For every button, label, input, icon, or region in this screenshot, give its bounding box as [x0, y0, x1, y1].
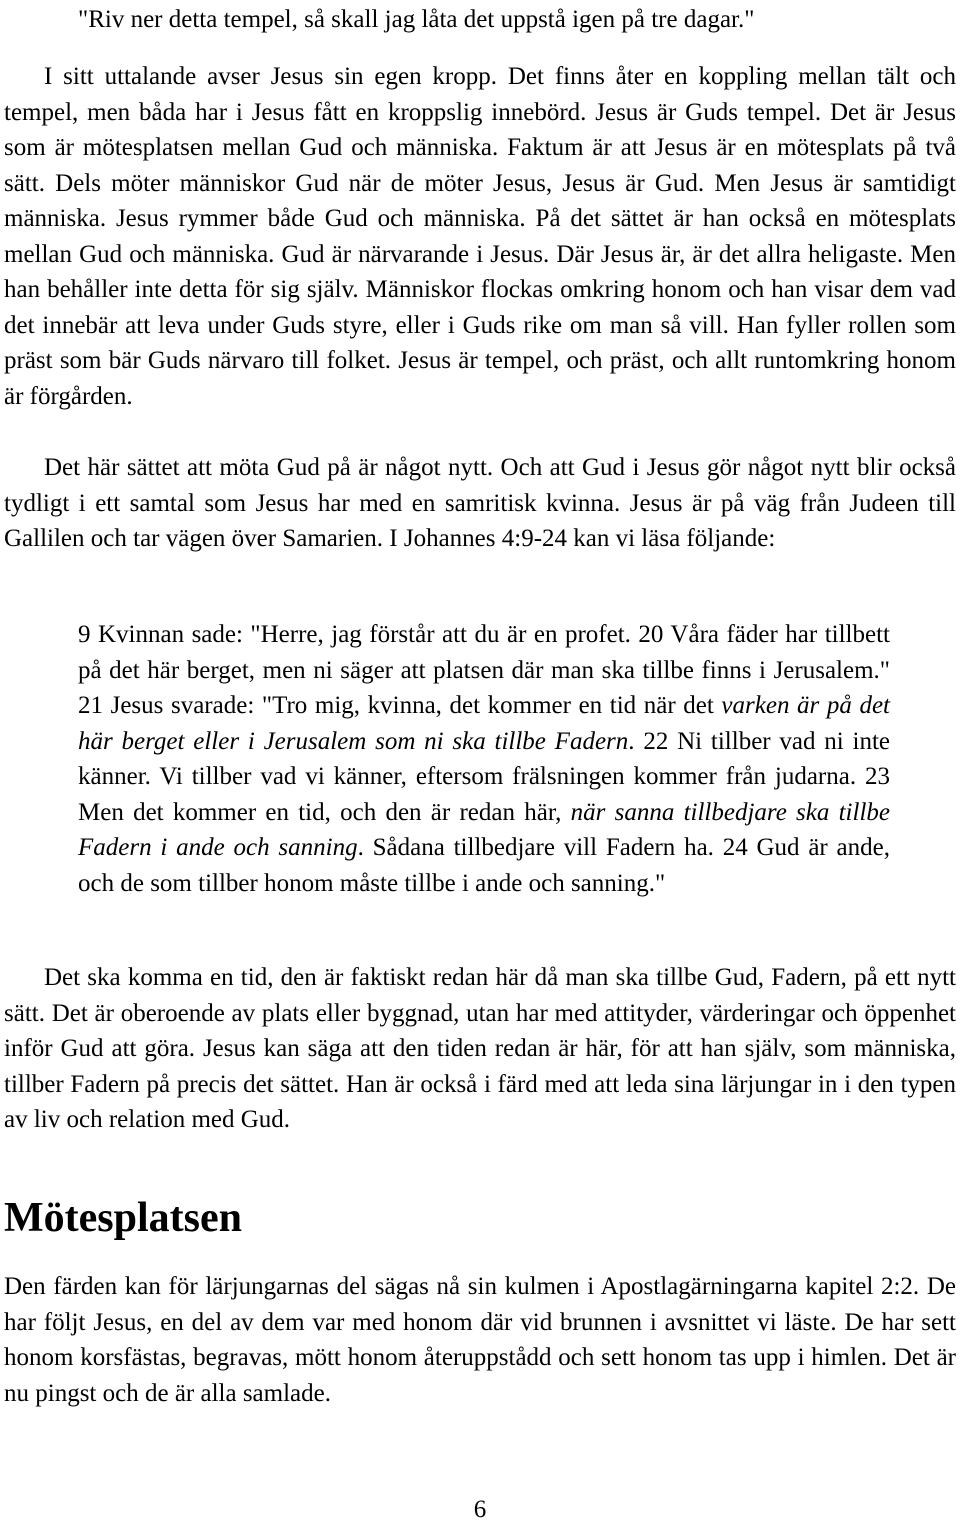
quote-italic-1: varken är på det här berget eller i Jerusalem som ni ska tillbe Fadern [78, 692, 891, 755]
opening-quote: "Riv ner detta tempel, så skall jag låta det uppstå igen på tre dagar." [78, 6, 755, 33]
bible-quote-block [78, 617, 890, 901]
quote-text-2: . 22 Ni tillber vad ni inte känner. Vi tillber vad vi känner, eftersom frälsningen kommer från judarna. 23 Men det kommer en tid, och den är redan här, [78, 727, 891, 826]
paragraph-1: I sitt uttalande avser Jesus sin egen kropp. Det finns åter en koppling mellan tält och tempel, men båda har i Jesus fått en kroppslig innebörd. Jesus är Guds tempel. Det är Jesus som är mötesplatsen mellan Gud och människa. Faktum är att Jesus är en mötesplats på två sätt. Dels möter människor Gud när de möter Jesus, Jesus är Gud. Men Jesus är samtidigt människa. Jesus rymmer både Gud och människa. På det sättet är han också en mötesplats mellan Gud och människa. Gud är närvarande i Jesus. Där Jesus är, är det allra heligaste. Men han behåller inte detta för sig själv. Människor flockas omkring honom och han visar dem vad det innebär att leva under Guds styre, eller i Guds rike om man så vill. Han fyller rollen som präst som bär Guds närvaro till folket. Jesus är tempel, och präst, och allt runtomkring honom är förgården. [4, 63, 956, 410]
paragraph-4: Den färden kan för lärjungarnas del sägas nå sin kulmen i Apostlagärningarna kapitel 2:2. De har följt Jesus, en del av dem var med honom där vid brunnen i avsnittet vi läste. De har sett honom korsfästas, begravas, mött honom återuppstådd och sett honom tas upp i himlen. Det är nu pingst och de är alla samlade. [4, 1273, 956, 1407]
quote-text-3: . Sådana tillbedjare vill Fadern ha. 24 Gud är ande, och de som tillber honom måste tillbe i ande och sanning." [78, 834, 890, 897]
page-number: 6 [473, 1496, 487, 1523]
quote-italic-2: när sanna tillbedjare ska tillbe Fadern i ande och sanning [78, 798, 890, 861]
paragraph-2: Det här sättet att möta Gud på är något nytt. Och att Gud i Jesus gör något nytt blir också tydligt i ett samtal som Jesus har med en samritisk kvinna. Jesus är på väg från Judeen till Gallilen och tar vägen över Samarien. I Johannes 4:9-24 kan vi läsa följande: [4, 454, 956, 552]
paragraph-3: Det ska komma en tid, den är faktiskt redan här då man ska tillbe Gud, Fadern, på ett nytt sätt. Det är oberoende av plats eller byggnad, utan har med attityder, värderingar och öppenhet inför Gud att göra. Jesus kan säga att den tiden redan är här, för att han själv, som människa, tillber Fadern på precis det sättet. Han är också i färd med att leda sina lärjungar in i den typen av liv och relation med Gud. [4, 964, 956, 1133]
section-heading: Mötesplatsen [4, 1195, 242, 1241]
quote-text-1: 9 Kvinnan sade: "Herre, jag förstår att du är en profet. 20 Våra fäder har tillbett på det här berget, men ni säger att platsen där man ska tillbe finns i Jerusalem." 21 Jesus svarade: "Tro mig, kvinna, det kommer en tid när det [78, 621, 890, 719]
